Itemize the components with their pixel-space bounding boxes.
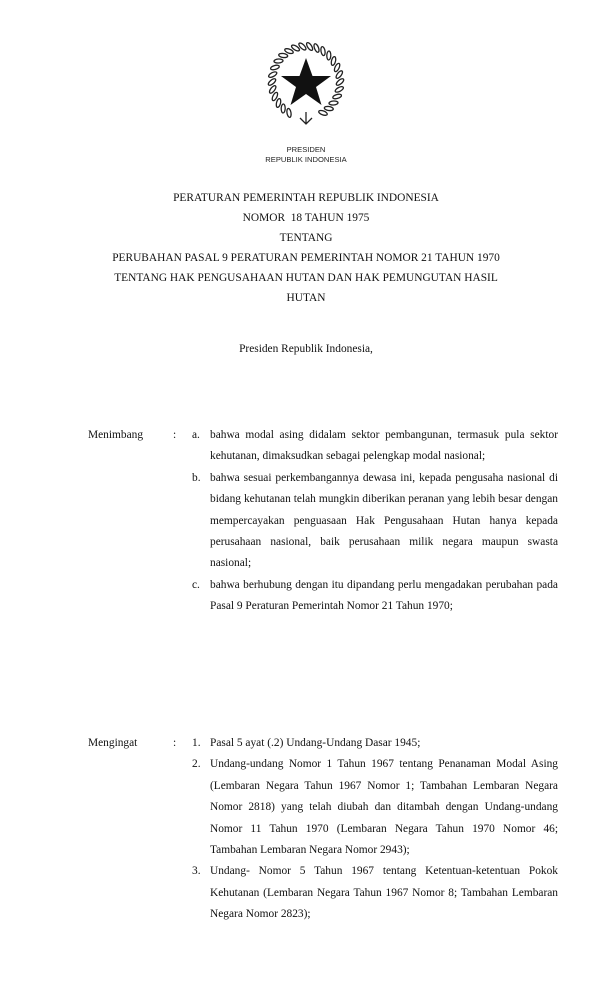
item-marker: a. (192, 429, 200, 441)
item-text: Undang-undang Nomor 1 Tahun 1967 tentang Penanaman Modal Asing (Lembaran Negara Tahun 1967 Nomor 1; Tambahan Lembaran Negara Nomor 2818) yang telah diubah dan ditambah dengan Undang-undang Nomor 11 Tahun 1970 (Lembaran Negara Tahun 1970 Nomor 46; Tambahan Lembaran Negara Nomor 2943); (210, 758, 558, 857)
item-marker: 2. (192, 758, 201, 771)
item-text: bahwa modal asing didalam sektor pembangunan, termasuk pula sektor kehutanan, dimaksudkan sebagai pelengkap modal nasional; (210, 429, 558, 463)
title-line: HUTAN (286, 292, 326, 304)
section-label: Mengingat (88, 737, 138, 749)
preamble: Presiden Republik Indonesia, (239, 343, 373, 355)
wreath-leaf (275, 98, 281, 108)
item-marker: c. (192, 578, 200, 591)
item-marker: 3. (192, 865, 201, 878)
institution-name (0, 145, 612, 165)
wreath-leaf (281, 104, 285, 113)
wreath-leaf (334, 86, 344, 94)
institution-line-2: REPUBLIK INDONESIA (265, 155, 347, 164)
list-item (192, 575, 564, 618)
wreath-leaf (278, 53, 287, 58)
wreath-leaf (320, 46, 326, 56)
wreath-leaf (327, 51, 331, 60)
wreath-leaf (313, 43, 320, 53)
wreath-leaf (286, 108, 292, 118)
item-text: bahwa sesuai perkembangannya dewasa ini, kepada pengusaha nasional di bidang kehutanan telah mungkin diberikan peranan yang lebih besar dengan mempercayakan penguasaan Hak Pengusahaan Hutan hanya kepada perusahaan nasional, baik perusahaan milik negara maupun swasta nasional; (210, 471, 558, 570)
item-text: Undang- Nomor 5 Tahun 1967 tentang Ketentuan-ketentuan Pokok Kehutanan (Lembaran Negara Tahun 1967 Nomor 8; Tambahan Lembaran Negara Nomor 2823); (210, 865, 558, 921)
section-colon: : (173, 737, 177, 749)
document-title (0, 188, 612, 308)
wreath-leaf (268, 71, 278, 79)
list-item (192, 468, 558, 575)
title-line: NOMOR 18 TAHUN 1975 (242, 212, 370, 224)
item-text: Pasal 5 ayat (.2) Undang-Undang Dasar 1945; (210, 737, 421, 749)
item-text: bahwa berhubung dengan itu dipandang perlu mengadakan perubahan pada Pasal 9 Peraturan Pemerintah Nomor 21 Tahun 1970; (210, 578, 564, 613)
list-item (192, 425, 558, 468)
title-line: PERUBAHAN PASAL 9 PERATURAN PEMERINTAH NOMOR 21 TAHUN 1970 (112, 252, 500, 264)
title-line: TENTANG HAK PENGUSAHAAN HUTAN DAN HAK PEMUNGUTAN HASIL (114, 272, 498, 284)
institution-line-1: PRESIDEN (286, 145, 326, 154)
wreath-leaf (270, 64, 280, 70)
item-marker: 1. (192, 737, 201, 749)
wreath-leaf (329, 101, 338, 106)
section-colon: : (173, 429, 177, 441)
list-item (192, 754, 558, 861)
wreath-leaf (274, 59, 283, 64)
list-item (192, 861, 558, 925)
wreath-leaf (305, 42, 313, 52)
title-line: TENTANG (279, 232, 333, 244)
wreath-leaf (330, 56, 336, 66)
section-label: Menimbang (88, 429, 144, 441)
presidential-emblem-icon (266, 40, 346, 130)
wreath-leaf (324, 106, 333, 111)
item-marker: b. (192, 471, 201, 484)
wreath-leaf (332, 93, 342, 99)
menimbang-section (88, 425, 564, 618)
list-item (192, 733, 558, 754)
title-line: PERATURAN PEMERINTAH REPUBLIK INDONESIA (173, 192, 439, 204)
mengingat-section (88, 733, 558, 926)
